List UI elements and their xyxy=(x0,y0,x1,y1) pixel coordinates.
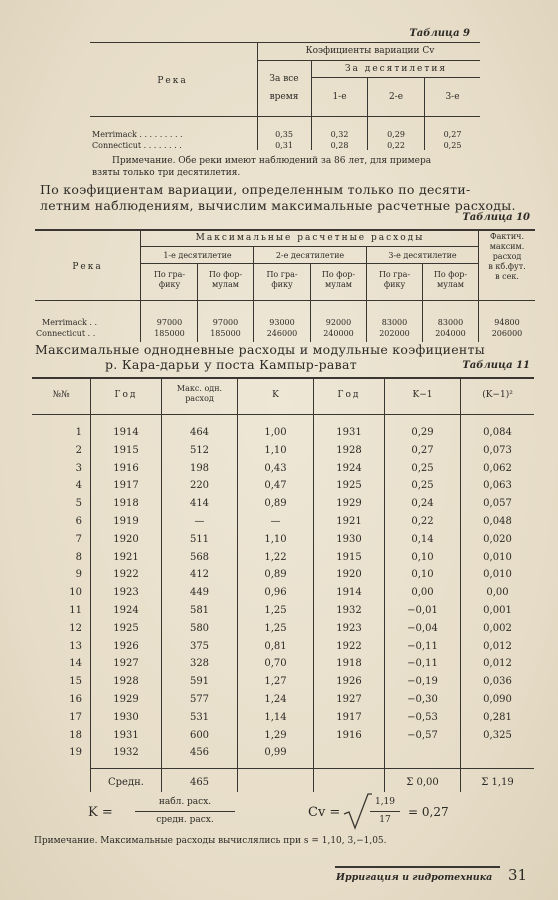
t11-cell: 220 xyxy=(189,480,210,492)
t11-cell: 1915 xyxy=(113,444,139,456)
t10-cell: 94800 xyxy=(494,318,520,327)
t11-cell: 328 xyxy=(189,658,210,670)
t11-cell: 1920 xyxy=(113,533,139,545)
formula-cv-label: Cv = xyxy=(308,805,341,820)
t11-cell: 449 xyxy=(189,587,210,599)
t11-cell: 1928 xyxy=(113,676,139,688)
t11-cell: 512 xyxy=(189,444,210,456)
t11-cell: 0,10 xyxy=(411,569,434,581)
t11-cell: 1931 xyxy=(336,427,362,438)
t9-cell: 0,29 xyxy=(387,130,405,139)
t11-cell: 1926 xyxy=(336,676,362,688)
t9-header-river: Река xyxy=(157,76,188,86)
t11-cell: 1916 xyxy=(336,729,362,741)
t10-sub-graph: По гра- фику xyxy=(266,270,298,289)
t10-cell: 204000 xyxy=(435,329,466,338)
t9-header-d2: 2-е xyxy=(388,92,404,102)
t11-cell: 0,002 xyxy=(483,622,512,634)
t11-header-max: Макс. одн. расход xyxy=(176,384,223,403)
t11-cell: 4 xyxy=(75,480,82,492)
t11-cell: −0,57 xyxy=(407,729,438,741)
t11-cell: 1924 xyxy=(336,462,362,474)
t11-cell: 1917 xyxy=(113,480,139,492)
t9-cell: 0,28 xyxy=(330,141,349,150)
t9-header-d3: 3-е xyxy=(445,92,460,102)
t11-cell: 0,048 xyxy=(483,516,512,527)
paragraph-line: летним наблюдениям, вычислим максимальные расчетные расходы. xyxy=(40,198,516,213)
t11-cell: 0,89 xyxy=(264,498,287,510)
t9-cell: 0,27 xyxy=(443,130,462,139)
t11-cell: 5 xyxy=(75,498,82,510)
t10-header-max: Максимальные расчетные расходы xyxy=(195,233,425,243)
t11-sum-max: 465 xyxy=(189,777,210,788)
t9-header-decades: За десятилетия xyxy=(344,64,448,74)
t10-cell: 240000 xyxy=(323,329,354,338)
t11-cell: 1929 xyxy=(336,498,362,510)
t10-cell: 185000 xyxy=(154,329,185,338)
t11-cell: 1924 xyxy=(113,605,139,616)
t11-cell: 412 xyxy=(189,569,210,581)
rule xyxy=(35,229,535,231)
t11-sum-label: Средн. xyxy=(108,777,144,788)
formula-k-label: K = xyxy=(88,805,113,820)
t11-cell: 1 xyxy=(75,427,82,438)
t11-cell: 0,012 xyxy=(483,658,512,670)
t10-cell: 97000 xyxy=(156,318,183,327)
t11-cell: 11 xyxy=(69,605,82,616)
t9-row-river: Merrimack . . . . . . . . . xyxy=(92,130,183,139)
t11-cell: 0,14 xyxy=(411,533,434,545)
t11-cell: 1921 xyxy=(113,551,139,563)
t11-cell: 0,063 xyxy=(483,480,512,492)
running-footer: Ирригация и гидротехника xyxy=(336,872,493,883)
t9-row-river: Connecticut . . . . . . . . xyxy=(92,141,182,150)
t11-cell: −0,01 xyxy=(407,605,438,616)
formula-cv-result: = 0,27 xyxy=(408,805,449,819)
rule xyxy=(32,414,534,415)
t11-cell: 0,281 xyxy=(483,711,512,723)
t11-cell: 1931 xyxy=(113,729,139,741)
t11-cell: 16 xyxy=(69,694,82,705)
t10-header-d2: 2-е десятилетие xyxy=(275,251,345,260)
t11-cell: 0,012 xyxy=(483,640,512,652)
footer-rule xyxy=(335,866,500,868)
rule xyxy=(141,246,478,247)
t11-cell: 0,062 xyxy=(483,462,512,474)
t11-cell: 0,010 xyxy=(483,569,512,581)
t11-cell: 1,25 xyxy=(264,622,287,634)
t9-cell: 0,31 xyxy=(275,141,293,150)
t11-cell: 0,89 xyxy=(264,569,287,581)
t11-cell: 0,47 xyxy=(264,480,287,492)
t10-sub-formula: По фор- мулам xyxy=(208,270,243,289)
t11-header-k: K xyxy=(272,390,279,400)
t11-cell: 0,00 xyxy=(486,587,509,599)
t10-header-fact: Фактич. максим. расход в кб.фут. в сек. xyxy=(488,232,526,281)
t11-cell: 7 xyxy=(75,533,82,545)
t11-cell: 19 xyxy=(69,747,82,759)
t9-header-all-1: За все xyxy=(269,74,299,84)
t11-cell: 464 xyxy=(189,427,210,438)
t11-cell: 1,24 xyxy=(264,694,287,705)
t11-header-year-2: Год xyxy=(337,390,361,400)
paragraph-line: р. Кара-дарьи у поста Кампыр-рават xyxy=(105,357,357,372)
t10-sub-formula: По фор- мулам xyxy=(433,270,468,289)
t11-cell: 0,00 xyxy=(411,587,434,599)
t11-cell: 6 xyxy=(75,516,82,527)
table-11-note: Примечание. Максимальные расходы вычислялись при s = 1,10, 3,−1,05. xyxy=(34,836,387,846)
t11-cell: 1918 xyxy=(113,498,139,510)
t11-cell: — xyxy=(270,516,281,527)
t11-cell: 15 xyxy=(69,676,82,688)
t11-cell: 0,084 xyxy=(483,427,512,438)
t11-cell: 1,25 xyxy=(264,605,287,616)
t10-cell: 93000 xyxy=(269,318,295,327)
t11-cell: 375 xyxy=(189,640,210,652)
t11-cell: 1918 xyxy=(336,658,362,670)
t10-cell: 246000 xyxy=(266,329,298,338)
t11-cell: 1923 xyxy=(336,622,362,634)
t11-cell: 198 xyxy=(189,462,210,474)
t11-cell: 591 xyxy=(189,676,210,688)
t11-sum-k-1-sq: Σ 1,19 xyxy=(481,777,514,788)
t11-cell: 0,073 xyxy=(483,444,512,456)
t11-cell: 456 xyxy=(189,747,210,759)
t11-cell: 1923 xyxy=(113,587,139,599)
fraction-bar xyxy=(370,811,400,812)
t9-header-d1: 1-е xyxy=(332,92,347,102)
t10-row-river: Merrimack . . xyxy=(42,318,97,327)
t10-cell: 92000 xyxy=(325,318,352,327)
t11-cell: 1,10 xyxy=(264,533,287,545)
fraction-bar xyxy=(135,811,235,812)
t9-note-line-1: Примечание. Обе реки имеют наблюдений за 86 лет, для примера xyxy=(112,156,432,166)
t11-cell: 1914 xyxy=(336,587,362,599)
t11-cell: 0,010 xyxy=(483,551,512,563)
t11-cell: 0,036 xyxy=(483,676,512,688)
rule xyxy=(312,77,480,78)
t11-cell: 0,090 xyxy=(483,694,512,705)
t11-cell: 1,29 xyxy=(264,729,287,741)
t9-note-line-2: взяты только три десятилетия. xyxy=(92,168,241,178)
t11-cell: 511 xyxy=(189,533,210,545)
t10-cell: 202000 xyxy=(379,329,410,338)
formula-cv-denominator: 17 xyxy=(379,815,391,825)
rule xyxy=(90,116,480,117)
t11-cell: — xyxy=(194,516,205,527)
rule xyxy=(258,60,480,61)
t9-cell: 0,32 xyxy=(330,130,349,139)
paragraph-line: По коэфициентам вариации, определенным только по десяти- xyxy=(40,182,471,197)
t10-cell: 83000 xyxy=(437,318,464,327)
t11-cell: 1916 xyxy=(113,462,139,474)
t11-cell: 1,00 xyxy=(264,427,287,438)
table-10-title: Таблица 10 xyxy=(462,212,530,223)
t11-cell: 0,99 xyxy=(264,747,287,759)
rule xyxy=(32,377,534,379)
t11-cell: −0,53 xyxy=(407,711,438,723)
t9-cell: 0,25 xyxy=(443,141,462,150)
t9-cell: 0,35 xyxy=(275,130,293,139)
t11-cell: 3 xyxy=(75,462,82,474)
t11-cell: 1927 xyxy=(336,694,362,705)
t11-cell: −0,19 xyxy=(407,676,438,688)
paragraph-line: Максимальные однодневные расходы и модульные коэфициенты xyxy=(35,342,486,357)
t11-cell: 581 xyxy=(189,605,210,616)
formula-k-numerator: набл. расх. xyxy=(158,797,212,807)
t11-cell: 1,22 xyxy=(264,551,287,563)
t11-cell: 1929 xyxy=(113,694,139,705)
t11-cell: 531 xyxy=(189,711,210,723)
t11-header-k-1-sq: (K−1)² xyxy=(482,390,513,400)
t11-cell: 1,10 xyxy=(264,444,287,456)
t11-cell: 0,22 xyxy=(411,516,434,527)
t11-cell: 1930 xyxy=(113,711,139,723)
t11-cell: 0,25 xyxy=(411,462,434,474)
t11-cell: 1932 xyxy=(336,605,362,616)
t11-cell: 1920 xyxy=(336,569,362,581)
t11-cell: 1917 xyxy=(336,711,362,723)
t11-cell: 0,001 xyxy=(483,605,512,616)
t11-cell: 1928 xyxy=(336,444,362,456)
t11-cell: 1922 xyxy=(336,640,362,652)
t11-cell: 0,057 xyxy=(483,498,512,510)
t11-cell: 1922 xyxy=(113,569,139,581)
t11-cell: 1914 xyxy=(113,427,139,438)
t11-cell: 2 xyxy=(75,444,82,456)
t11-cell: 17 xyxy=(69,711,82,723)
t10-header-d3: 3-е десятилетие xyxy=(388,251,457,260)
t11-cell: 1,27 xyxy=(264,676,287,688)
t11-cell: 0,24 xyxy=(411,498,434,510)
t11-cell: 568 xyxy=(189,551,210,563)
t11-cell: 0,81 xyxy=(264,640,287,652)
t10-sub-graph: По гра- фику xyxy=(153,270,186,289)
t10-sub-graph: По гра- фику xyxy=(378,270,411,289)
t11-cell: 1925 xyxy=(113,622,139,634)
t11-cell: 1932 xyxy=(113,747,139,759)
formula-k-denominator: средн. расх. xyxy=(156,815,214,825)
t11-cell: 14 xyxy=(69,658,82,670)
t11-cell: 0,27 xyxy=(411,444,434,456)
t11-cell: 12 xyxy=(69,622,82,634)
t10-header-d1: 1-е десятилетие xyxy=(163,251,232,260)
t9-header-all-2: время xyxy=(269,92,299,102)
t10-header-river: Река xyxy=(72,262,103,272)
t11-cell: 0,29 xyxy=(411,427,434,438)
t11-header-no: №№ xyxy=(52,390,70,400)
t11-cell: 0,10 xyxy=(411,551,434,563)
t11-cell: 600 xyxy=(189,729,210,741)
t11-cell: 0,43 xyxy=(264,462,287,474)
t11-cell: 1915 xyxy=(336,551,362,563)
t11-cell: 13 xyxy=(69,640,82,652)
table-9-title: Таблица 9 xyxy=(409,28,470,39)
t11-cell: 0,96 xyxy=(264,587,287,599)
rule xyxy=(90,42,480,43)
t11-cell: −0,30 xyxy=(407,694,438,705)
t10-cell: 206000 xyxy=(491,329,523,338)
t11-cell: 577 xyxy=(189,694,210,705)
t11-cell: 1925 xyxy=(336,480,362,492)
t9-cell: 0,22 xyxy=(387,141,405,150)
t11-cell: 8 xyxy=(75,551,82,563)
table-11-title: Таблица 11 xyxy=(462,360,530,371)
t10-row-river: Connecticut . . xyxy=(36,329,96,338)
t11-cell: 1927 xyxy=(113,658,139,670)
rule xyxy=(35,300,535,301)
t11-header-year: Год xyxy=(114,390,138,400)
t11-cell: 0,020 xyxy=(483,533,512,545)
page-number: 31 xyxy=(508,866,528,884)
t11-cell: 580 xyxy=(189,622,210,634)
t11-cell: 1,14 xyxy=(264,711,287,723)
t11-cell: 0,25 xyxy=(411,480,434,492)
t10-cell: 83000 xyxy=(381,318,408,327)
t11-cell: 1930 xyxy=(336,533,362,545)
rule xyxy=(90,768,534,769)
t11-cell: 0,70 xyxy=(264,658,287,670)
t11-cell: 9 xyxy=(75,569,82,581)
t10-cell: 97000 xyxy=(212,318,239,327)
t11-cell: 1926 xyxy=(113,640,139,652)
sqrt-icon xyxy=(342,792,372,832)
t11-cell: −0,11 xyxy=(407,658,438,670)
t11-cell: 414 xyxy=(189,498,210,510)
t11-sum-k-1: Σ 0,00 xyxy=(406,777,439,788)
t11-cell: 0,325 xyxy=(483,729,512,741)
formula-cv-numerator: 1,19 xyxy=(374,797,396,807)
t11-header-k-1: K−1 xyxy=(412,390,433,400)
t10-cell: 185000 xyxy=(210,329,241,338)
t11-cell: 1919 xyxy=(113,516,139,527)
t11-cell: −0,04 xyxy=(407,622,438,634)
t10-sub-formula: По фор- мулам xyxy=(321,270,356,289)
t11-cell: 18 xyxy=(69,729,82,741)
t9-header-coef: Коэфициенты вариации Cv xyxy=(305,46,435,56)
t11-cell: −0,11 xyxy=(407,640,438,652)
t11-cell: 10 xyxy=(69,587,82,599)
t11-cell: 1921 xyxy=(336,516,362,527)
